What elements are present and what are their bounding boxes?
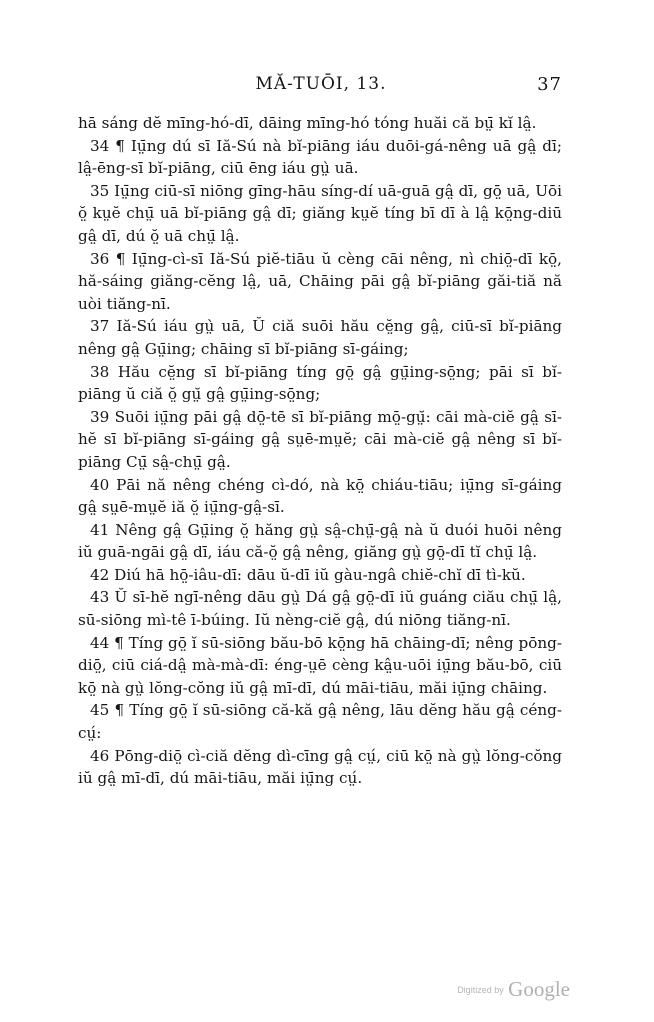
verse-paragraph: 36 ¶ Iṳ̄ng-cì-sī Iă-Sú piĕ-tiāu ŭ cèng cāi nêng, nì chiō̤-dī kō̤, hă-sáing giăng-cĕng lâ̤, uā, Chāing pāi gâ̤ bĭ-piāng găi-tiă nă uòi tiăng-nī. (78, 249, 562, 313)
verse-paragraph: 46 Pōng-diō̤ cì-ciă dĕng dì-cīng gâ̤ cṳ́, ciū kō̤ nà gṳ̀ lŏng-cŏng iŭ gâ̤ mī-dī, dú māi-tiāu, măi iṳ̄ng cṳ́. (78, 746, 562, 788)
google-logo: Google (508, 977, 570, 1001)
verse-paragraph: 44 ¶ Tíng gō̤ ĭ sū-siōng bău-bō kō̤ng hā chāing-dī; nêng pōng-diō̤, ciū ciá-dâ̤ mà-mà-dī: éng-ṳē cèng kâ̤u-uōi iṳ̄ng bău-bō, ciū kō̤ nà gṳ̀ lŏng-cŏng iŭ gâ̤ mī-dī, dú māi-tiāu, măi iṳ̄ng chāing. (78, 633, 562, 697)
running-title: MĂ-TUŌI, 13. (255, 74, 387, 94)
verse-paragraph: 45 ¶ Tíng gō̤ ĭ sū-siōng că-kă gâ̤ nêng, lāu dĕng hău gâ̤ céng-cṳ́: (78, 701, 562, 743)
verse-paragraph: 43 Ŭ sī-hĕ ngī-nêng dāu gṳ̀ Dá gâ̤ gō̤-dī iŭ guáng ciău chṳ̄ lâ̤, sū-siōng mì-tê ī-búing. Iŭ nèng-ciĕ gâ̤, dú niōng tiăng-nī. (78, 588, 562, 630)
page-body (78, 112, 562, 790)
verse-paragraph: 40 Pāi nă nêng chéng cì-dó, nà kō̤ chiáu-tiāu; iṳ̄ng sī-gáing gâ̤ sṳē-mṳĕ iă ŏ̤ iṳ̄ng-gâ̤-sī. (78, 475, 562, 517)
verse-paragraph: 38 Hău cĕ̤ng sī bĭ-piāng tíng gō̤ gâ̤ gṳ̄ing-sō̤ng; pāi sī bĭ-piāng ŭ ciă ŏ̤ gṳ̆ gâ̤ gṳ̄ing-sō̤ng; (78, 362, 562, 404)
verse-paragraph: 39 Suōi iṳ̄ng pāi gâ̤ dō̤-tē sī bĭ-piāng mō̤-gṳ̆: cāi mà-ciĕ gâ̤ sī-hĕ sī bĭ-piāng sī-gáing gâ̤ sṳē-mṳĕ; cāi mà-ciĕ gâ̤ nêng sī bĭ-piāng Cṳ̄ sâ̤-chṳ̄ gâ̤. (78, 407, 562, 471)
verse-paragraph: 35 Iṳ̄ng ciū-sī niōng gīng-hāu síng-dí uā-guā gâ̤ dī, gō̤ uā, Uōi ŏ̤ kṳĕ chṳ̄ uā bĭ-piāng gâ̤ dī; giăng kṳĕ tíng bī dī à lâ̤ kō̤ng-diū gâ̤ dī, dú ŏ̤ uā chṳ̄ lâ̤. (78, 181, 562, 245)
digitization-watermark (457, 977, 570, 1002)
verse-paragraph: 37 Iă-Sú iáu gṳ̀ uā, Ŭ ciă suōi hău cĕ̤ng gâ̤, ciū-sī bĭ-piāng nêng gâ̤ Gṳ̄ing; chāing sī bĭ-piāng sī-gáing; (78, 317, 562, 358)
running-header (78, 74, 564, 100)
page-number: 37 (537, 74, 562, 95)
verse-paragraph: 42 Diú hā hō̤-iâu-dī: dāu ŭ-dī iŭ gàu-ngâ chiĕ-chĭ dī tì-kŭ. (90, 565, 526, 584)
verse-paragraph: hā sáng dĕ mīng-hó-dī, dāing mīng-hó tóng huăi că bṳ̄ kĭ lâ̤. (78, 114, 537, 132)
watermark-prefix: Digitized by (457, 985, 504, 995)
verse-paragraph: 41 Nêng gâ̤ Gṳ̄ing ŏ̤ hăng gṳ̀ sâ̤-chṳ̄-gâ̤ nà ŭ duói huōi nêng iŭ guā-ngāi gâ̤ dī, iáu că-ŏ̤ gâ̤ nêng, giăng gṳ̀ gō̤-dī tĭ chṳ̄ lâ̤. (78, 520, 562, 562)
verse-paragraph: 34 ¶ Iṳ̄ng dú sī Iă-Sú nà bĭ-piāng iáu duōi-gá-nêng uā gâ̤ dī; lâ̤-ēng-sī bĭ-piāng, ciū ēng iáu gṳ̀ uā. (78, 136, 562, 178)
